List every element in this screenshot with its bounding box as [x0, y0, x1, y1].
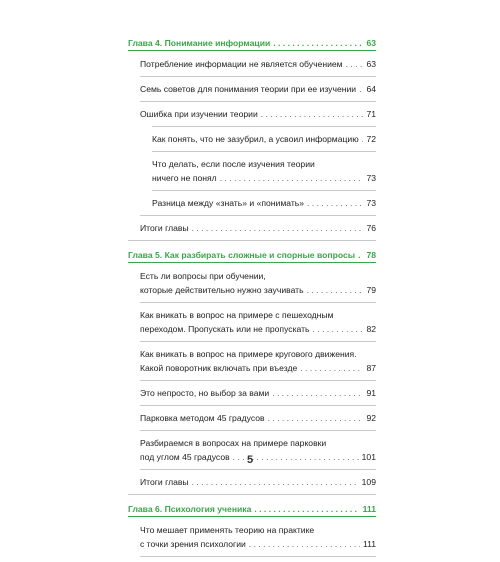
toc-page-number: 63	[366, 38, 376, 48]
leader-dots	[300, 361, 363, 375]
toc-page-number: 78	[366, 250, 376, 260]
toc-entry-title-line1: Есть ли вопросы при обучении,	[140, 271, 266, 281]
divider	[152, 151, 376, 152]
toc-entry[interactable]	[128, 82, 376, 96]
divider	[140, 302, 376, 303]
divider	[140, 405, 376, 406]
leader-dots	[307, 283, 364, 297]
table-of-contents	[128, 36, 376, 562]
toc-entry-title: Как понять, что не зазубрил, а усвоил информацию	[152, 134, 359, 144]
toc-page-number: 79	[366, 285, 376, 295]
leader-dots	[313, 322, 364, 336]
leader-dots	[307, 196, 363, 210]
toc-entry[interactable]	[128, 386, 376, 400]
divider	[152, 190, 376, 191]
toc-page-number: 73	[366, 198, 376, 208]
toc-entry-title: ничего не понял	[152, 173, 217, 183]
toc-entry-title: с точки зрения психологии	[140, 539, 246, 549]
toc-page-number: 101	[361, 452, 376, 462]
toc-entry-title-line1: Как вникать в вопрос на примере кругового движения.	[140, 349, 357, 359]
toc-entry[interactable]	[128, 347, 376, 375]
divider	[140, 430, 376, 431]
toc-entry-title: Какой поворотник включать при въезде	[140, 363, 298, 373]
toc-entry-title: под углом 45 градусов	[140, 452, 230, 462]
toc-subentry[interactable]	[128, 132, 376, 146]
toc-entry[interactable]	[128, 269, 376, 297]
leader-dots	[268, 411, 364, 425]
toc-subentry[interactable]	[128, 157, 376, 185]
toc-page-number: 76	[366, 223, 376, 233]
leader-dots	[358, 248, 363, 262]
toc-chapter-6[interactable]	[128, 502, 376, 516]
divider	[128, 494, 376, 495]
toc-chapter-4[interactable]	[128, 36, 376, 50]
toc-entry-title-line1: Разбираемся в вопросах на примере парковки	[140, 438, 327, 448]
toc-entry[interactable]	[128, 523, 376, 551]
toc-page-number: 109	[361, 477, 376, 487]
leader-dots	[192, 221, 364, 235]
toc-entry-title-line1: Что мешает применять теорию на практике	[140, 525, 315, 535]
toc-page-number: 73	[366, 173, 376, 183]
toc-page-number: 111	[362, 539, 376, 549]
leader-dots	[273, 36, 363, 50]
toc-subentry[interactable]	[128, 196, 376, 210]
toc-entry[interactable]	[128, 475, 376, 489]
divider	[128, 240, 376, 241]
toc-page-number: 63	[366, 59, 376, 69]
toc-page-number: 91	[366, 388, 376, 398]
toc-entry-title: Семь советов для понимания теории при ее изучении	[140, 84, 357, 94]
leader-dots	[359, 82, 363, 96]
leader-dots	[220, 171, 364, 185]
toc-entry[interactable]	[128, 57, 376, 71]
toc-entry[interactable]	[128, 411, 376, 425]
toc-page-number: 64	[366, 84, 376, 94]
page-number: 5	[246, 454, 254, 466]
toc-page-number: 111	[362, 504, 376, 514]
toc-entry-title: которые действительно нужно заучивать	[140, 285, 304, 295]
toc-entry[interactable]	[128, 221, 376, 235]
toc-entry-title: Разница между «знать» и «понимать»	[152, 198, 305, 208]
toc-chapter-5[interactable]	[128, 248, 376, 262]
divider	[140, 380, 376, 381]
toc-entry-title-line1: Что делать, если после изучения теории	[152, 159, 315, 169]
leader-dots	[362, 132, 364, 146]
toc-entry[interactable]	[128, 107, 376, 121]
toc-entry-title-line1: Как вникать в вопрос на примере с пешеходным	[140, 310, 334, 320]
toc-page-number: 82	[366, 324, 376, 334]
divider	[140, 76, 376, 77]
toc-page-number: 87	[366, 363, 376, 373]
leader-dots	[254, 502, 359, 516]
leader-dots	[261, 107, 364, 121]
toc-entry-title: Потребление информации не является обучением	[140, 59, 343, 69]
leader-dots	[249, 537, 360, 551]
divider	[140, 215, 376, 216]
toc-page-number: 71	[366, 109, 376, 119]
toc-page-number: 92	[366, 413, 376, 423]
toc-entry[interactable]	[128, 308, 376, 336]
toc-entry-title: переходом. Пропускать или не пропускать	[140, 324, 310, 334]
toc-chapter-title: Глава 4. Понимание информации	[128, 38, 271, 48]
toc-entry-title: Итоги главы	[140, 223, 189, 233]
toc-page-number: 72	[366, 134, 376, 144]
leader-dots	[192, 475, 359, 489]
divider	[140, 469, 376, 470]
toc-entry-title: Итоги главы	[140, 477, 189, 487]
toc-entry-title: Парковка методом 45 градусов	[140, 413, 265, 423]
leader-dots	[272, 386, 363, 400]
leader-dots	[346, 57, 364, 71]
toc-entry-title: Это непросто, но выбор за вами	[140, 388, 270, 398]
toc-entry-title: Ошибка при изучении теории	[140, 109, 258, 119]
divider	[152, 126, 376, 127]
toc-chapter-title: Глава 6. Психология ученика	[128, 504, 252, 514]
toc-chapter-title: Глава 5. Как разбирать сложные и спорные вопросы	[128, 250, 356, 260]
divider	[140, 341, 376, 342]
divider	[140, 556, 376, 557]
divider	[140, 101, 376, 102]
